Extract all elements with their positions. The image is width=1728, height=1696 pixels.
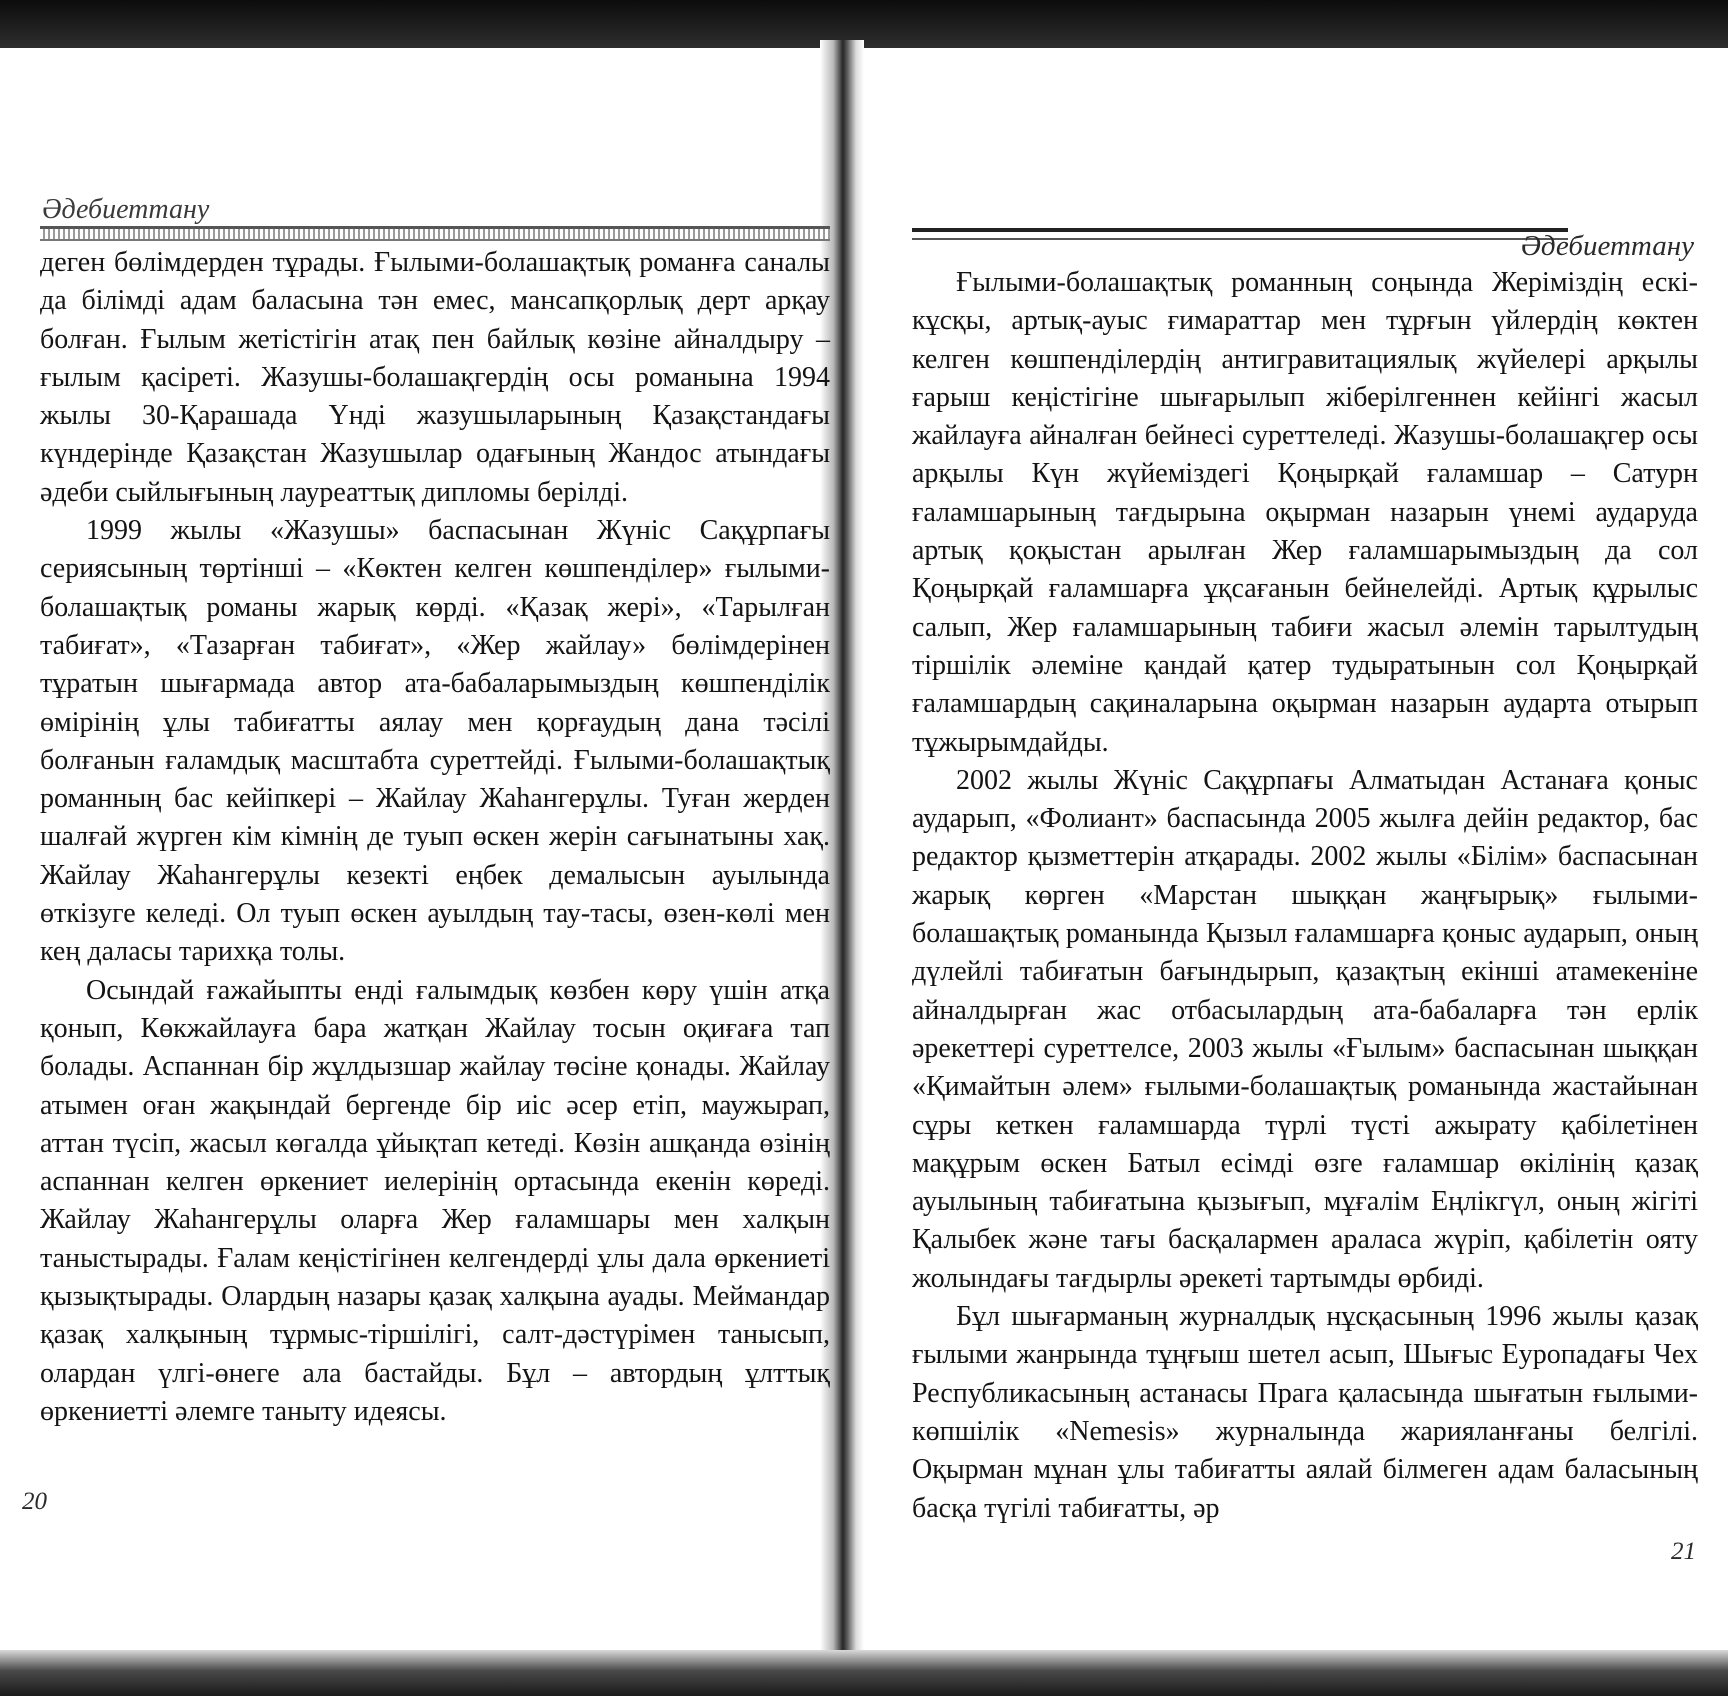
page-number: 21 [1671,1538,1696,1565]
left-page [18,0,830,1650]
left-page-header [40,194,830,244]
header-rule [912,228,1568,240]
page-number: 20 [22,1488,47,1515]
running-title: Әдебиеттану [42,194,210,225]
paragraph: деген бөлімдерден тұрады. Ғылыми-болашақтық романға саналы да білімді адам баласына тән емес, мансапқорлық дерт арқау болған. Ғылым жетістігін атақ пен байлық көзіне айналдыру – ғылым қасіреті. Жазушы-болашақгердің осы романына 1994 жылы 30-Қарашада Үнді жазушыларының Қазақстандағы күндерінде Қазақстан Жазушылар одағының Жандос атындағы әдеби сыйлығының лауреаттық дипломы берілді. [40,247,830,508]
running-title: Әдебиеттану [1520,230,1694,262]
paragraph: 2002 жылы Жүніс Сақұрпағы Алматыдан Астанаға қоныс аударып, «Фолиант» баспасында 2005 жылға дейін редактор, бас редактор қызметтерін атқарады. 2002 жылы «Білім» баспасынан жарық көрген «Марстан шыққан жаңғырық» ғылыми-болашақтық романында Қызыл ғаламшарға қоныс аударып, оның дүлейлі табиғатын бағындырып, қазақтың екінші атамекеніне айналдырған жас отбасылардың ата-бабаларға тән ерлік әрекеттері суреттелсе, 2003 жылы «Ғылым» баспасынан шыққан «Қимайтын әлем» ғылыми-болашақтық романында жастайынан сұры кеткен ғаламшарда түрлі түсті ажырату қабілетінен мақұрым өскен Батыл есімді өзге ғаламшар өкілінің қазақ ауылының табиғатына қызығып, мұғалім Еңлікгүл, оның жігіті Қалыбек және тағы басқалармен араласа жүріп, қабілетін ояту жолындағы тағдырлы әрекеті тартымды өрбиді. [912,764,1698,1294]
header-rule [40,226,830,241]
paragraph: Ғылыми-болашақтық романның соңында Жеріміздің ескі-кұсқы, артық-ауыс ғимараттар мен тұрғын үйлердің көктен келген көшпенділердің антигравитациялық жүйелері арқылы ғарыш кеңістігіне шығарылып жіберілгеннен кейінгі жасыл жайлауға айналған бейнесі суреттеледі. Жазушы-болашақгер осы арқылы Күн жүйеміздегі Қоңырқай ғаламшар – Сатурн ғаламшарының тағдырына оқырман назарын үнемі аударуда артық қоқыстан арылған Жер ғаламшарымыздың да сол Қоңырқай ғаламшарға ұқсағанын бейнелейді. Артық құрылыс салып, Жер ғаламшарының табиғи жасыл әлемін тарылтудың тіршілік әлеміне қандай қатер тудыратынын сол Қоңырқай ғаламшардың сақиналарына оқырман назарын аударта отырып тұжырымдайды. [912,267,1698,758]
paragraph: 1999 жылы «Жазушы» баспасынан Жүніс Сақұрпағы сериясының төртінші – «Көктен келген көшпенділер» ғылыми-болашақтық романы жарық көрді. «Қазақ жері», «Тарылған табиғат», «Тазарған табиғат», «Жер жайлау» бөлімдерінен тұратын шығармада автор ата-бабаларымыздың көшпенділік өмірінің ұлы табиғатты аялау мен қорғаудың дана тәсілі болғанын ғаламдық масштабта суреттейді. Ғылыми-болашақтық романның бас кейіпкері – Жайлау Жаһангерұлы. Туған жерден шалғай жүрген кім кімнің де туып өскен жерін сағынатыны хақ. Жайлау Жаһангерұлы кезекті еңбек демалысын ауылында өткізуге келеді. Ол туып өскен ауылдың тау-тасы, өзен-көлі мен кең даласы тарихқа толы. [40,515,830,968]
paragraph: Бұл шығарманың журналдық нұсқасының 1996 жылы қазақ ғылыми жанрында тұңғыш шетел асып, Шығыс Еуропадағы Чех Республикасының астанасы Прага қаласында шығатын ғылыми-көпшілік «Nemesis» журналында жарияланғаны белгілі. Оқырман мұнан ұлы табиғатты аялай білмеген адам баласының басқа түгілі табиғатты, әр [912,1301,1698,1524]
scan-bottom-edge [0,1650,1728,1696]
right-page-header [912,224,1698,264]
right-page-body [912,264,1698,1528]
paragraph: Осындай ғажайыпты енді ғалымдық көзбен көру үшін атқа қонып, Көкжайлауға бара жатқан Жайлау тосын оқиғаға тап болады. Аспаннан бір жұлдызшар жайлау төсіне қонады. Жайлау атымен оған жақындай бергенде бір иіс әсер етіп, маужырап, аттан түсіп, жасыл көгалда ұйықтап кетеді. Көзін ашқанда өзінің аспаннан келген өркениет иелерінің ортасында екенін көреді. Жайлау Жаһангерұлы оларға Жер ғаламшары мен халқын таныстырады. Ғалам кеңістігінен келгендерді ұлы дала өркениеті қызықтырады. Олардың назары қазақ халқына ауады. Меймандар қазақ халқының тұрмыс-тіршілігі, салт-дәстүрімен танысып, олардан үлгі-өнеге ала бастайды. Бұл – автордың ұлттық өркениетті әлемге таныту идеясы. [40,974,830,1427]
left-page-body [40,244,830,1431]
right-page [872,0,1712,1650]
